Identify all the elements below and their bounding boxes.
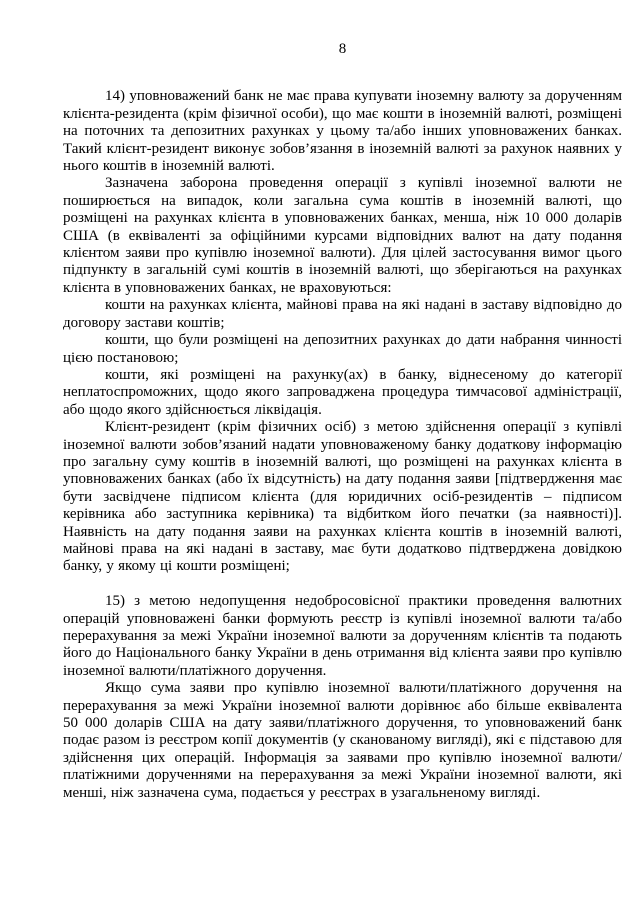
paragraph-registry-details: Якщо сума заяви про купівлю іноземної валюти/платіжного доручення на перерахування за межі України іноземної валюти дорівнює або більше еквівалента 50 000 доларів США на дату заяви/платіжного доручення, то уповноважений банк подає разом із реєстром копії документів (у сканованому вигляді), які є підставою для здійснення цих операцій. Інформація за заявами про купівлю іноземної валюти/платіжними дорученнями на перерахування за межі України іноземної валюти, які менші, ніж зазначена сума, подається у реєстрах в узагальненому вигляді. <box>63 680 622 801</box>
paragraph-client-confirmation: Клієнт-резидент (крім фізичних осіб) з метою здійснення операції з купівлі іноземної валюти зобов’язаний надати уповноваженому банку додаткову інформацію про загальну суму коштів в іноземній валюті, що розміщені на рахунках клієнта в уповноважених банках (або їх відсутність) на дату подання заяви [підтвердження має бути засвідчене підписом клієнта (для юридичних осіб-резидентів – підписом керівника або заступника керівника) та відбитком його печатки (за наявності)]. Наявність на дату подання заяви на рахунках клієнта коштів в іноземній валюті, майнові права на які надані в заставу, має бути додатково підтверджена довідкою банку, у якому ці кошти розміщені; <box>63 419 622 575</box>
paragraph-item-15: 15) з метою недопущення недобросовісної практики проведення валютних операцій уповноважені банки формують реєстр із купівлі іноземної валюти та/або перерахування за межі України іноземної валюти за дорученням клієнтів та подають його до Національного банку України в день отримання від клієнта заяви про купівлю іноземної валюти/платіжного доручення. <box>63 593 622 679</box>
list-item-deposit-funds: кошти, що були розміщені на депозитних рахунках до дати набрання чинності цією постановою; <box>63 332 622 366</box>
page-body <box>63 88 622 802</box>
list-item-insolvent-bank-funds: кошти, які розміщені на рахунку(ах) в банку, віднесеному до категорії неплатоспроможних, щодо якого запроваджена процедура тимчасової адміністрації, або щодо якого здійснюється ліквідація. <box>63 366 622 418</box>
paragraph-item-14: 14) уповноважений банк не має права купувати іноземну валюту за дорученням клієнта-резидента (крім фізичної особи), що має кошти в іноземній валюті, розміщені на поточних та депозитних рахунках у цьому та/або інших уповноважених банках. Такий клієнт-резидент виконує зобов’язання в іноземній валюті за рахунок наявних у нього коштів в іноземній валюті. <box>63 88 622 175</box>
paragraph-item-14-exception: Зазначена заборона проведення операції з купівлі іноземної валюти не поширюється на випадок, коли загальна сума коштів в іноземній валюті, що розміщені на рахунках клієнта в уповноважених банках, менша, ніж 10 000 доларів США (в еквіваленті за офіційними курсами відповідних валют на дату подання клієнтом заяви про купівлю іноземної валюти). Для цілей застосування вимог цього підпункту в загальній сумі коштів в іноземній валюті, що зберігаються на рахунках клієнта в уповноважених банках, не враховуються: <box>63 175 622 296</box>
page-number: 8 <box>338 41 347 57</box>
list-item-pledged-funds: кошти на рахунках клієнта, майнові права на які надані в заставу відповідно до договору застави коштів; <box>63 297 622 331</box>
